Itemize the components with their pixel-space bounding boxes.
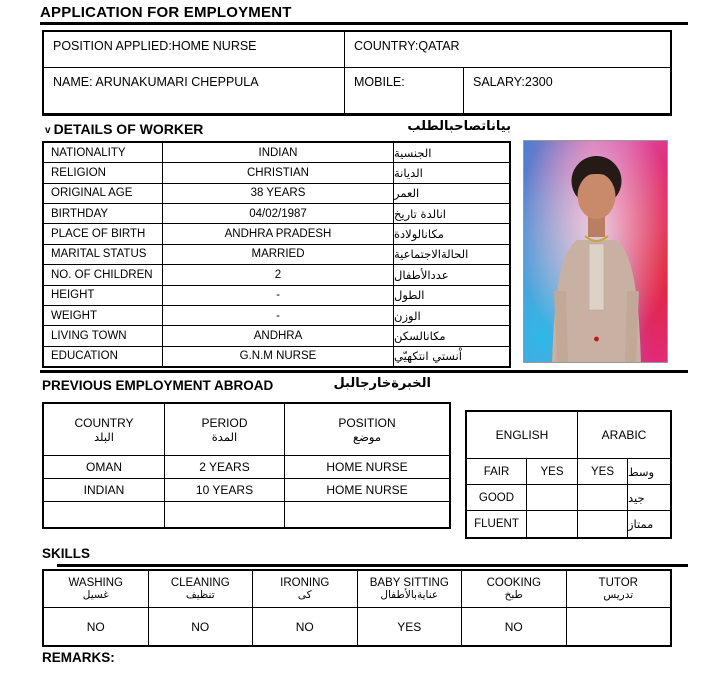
field-label-arabic: اْنستي انتكهيّي <box>394 349 462 364</box>
field-label-arabic: انالدة تاريخ <box>394 206 447 221</box>
previous-employment-title: PREVIOUS EMPLOYMENT ABROAD <box>42 378 274 393</box>
skill-value <box>567 608 671 645</box>
field-value: ANDHRA <box>163 326 394 345</box>
arabic-value <box>578 511 628 537</box>
details-of-worker-table <box>42 141 511 368</box>
table-row <box>44 347 509 366</box>
table-row <box>44 502 449 527</box>
table-row <box>44 184 509 204</box>
english-value <box>527 485 578 510</box>
field-label-arabic: عددالأطفال <box>394 267 449 282</box>
applicant-summary-table <box>42 30 672 116</box>
skills-section-title: SKILLS <box>42 546 91 561</box>
position-cell <box>285 502 449 527</box>
country-cell: INDIAN <box>44 479 165 501</box>
skill-value: NO <box>149 608 254 645</box>
field-label-arabic: مكانالولادة <box>394 227 444 242</box>
name-cell: NAME: ARUNAKUMARI CHEPPULA <box>44 68 345 113</box>
details-section-title <box>45 121 203 139</box>
table-row <box>467 485 670 511</box>
previous-employment-title-arabic: الخبرةخارجالبل <box>333 376 431 391</box>
level-label: FLUENT <box>467 511 527 537</box>
field-value: MARRIED <box>163 245 394 264</box>
skill-header: IRONING كى <box>253 571 358 607</box>
table-row <box>44 306 509 326</box>
level-label: GOOD <box>467 485 527 510</box>
period-cell: 2 YEARS <box>165 456 285 478</box>
applicant-photo <box>523 140 668 363</box>
country-cell: COUNTRY:QATAR <box>354 39 460 53</box>
field-label-arabic: مكانالسكن <box>394 328 446 343</box>
table-row <box>44 68 670 113</box>
applicant-photo-image <box>524 141 668 363</box>
field-label: PLACE OF BIRTH <box>44 224 163 243</box>
skills-underline <box>57 564 688 567</box>
level-label-arabic: ممتاز <box>628 517 654 531</box>
country-cell: OMAN <box>44 456 165 478</box>
field-label: BIRTHDAY <box>44 204 163 223</box>
table-row <box>44 326 509 346</box>
skills-table <box>42 569 672 647</box>
table-row <box>44 608 670 645</box>
position-applied-cell: POSITION APPLIED:HOME NURSE <box>44 32 345 67</box>
period-header: PERIOD المدة <box>165 404 285 455</box>
field-value: ANDHRA PRADESH <box>163 224 394 243</box>
skill-value: NO <box>253 608 358 645</box>
table-row <box>44 163 509 183</box>
skill-header: COOKING طبخ <box>462 571 567 607</box>
field-label: EDUCATION <box>44 347 163 366</box>
details-title-text: DETAILS OF WORKER <box>53 121 204 137</box>
field-label-arabic: الجنسية <box>394 145 432 160</box>
section-divider <box>40 370 688 373</box>
field-label-arabic: الطول <box>394 288 425 303</box>
table-row <box>467 459 670 485</box>
details-title-arabic: بياناتصاحبالطلب <box>407 119 511 134</box>
remarks-label: REMARKS: <box>42 650 115 665</box>
skill-value: NO <box>44 608 149 645</box>
table-row <box>467 511 670 537</box>
country-cell <box>44 502 165 527</box>
skill-value: YES <box>358 608 463 645</box>
level-label: FAIR <box>467 459 527 484</box>
field-label: ORIGINAL AGE <box>44 184 163 203</box>
position-header: POSITION موضع <box>338 415 396 444</box>
salary-cell: SALARY:2300 <box>473 75 553 89</box>
field-label: NO. OF CHILDREN <box>44 265 163 284</box>
field-value: 04/02/1987 <box>163 204 394 223</box>
position-cell: HOME NURSE <box>326 483 408 497</box>
mobile-cell: MOBILE: <box>345 68 464 113</box>
skill-value: NO <box>462 608 567 645</box>
table-row <box>44 286 509 306</box>
table-row <box>44 143 509 163</box>
english-value <box>527 511 578 537</box>
field-label: NATIONALITY <box>44 143 163 162</box>
field-label: HEIGHT <box>44 286 163 305</box>
skill-header: TUTOR تدريس <box>598 577 638 601</box>
table-row <box>44 204 509 224</box>
field-label: WEIGHT <box>44 306 163 325</box>
skill-header: WASHING غسيل <box>44 571 149 607</box>
english-value: YES <box>527 459 578 484</box>
level-label-arabic: وسط <box>628 464 655 479</box>
table-row <box>44 245 509 265</box>
table-header-row <box>44 404 449 456</box>
page-title: APPLICATION FOR EMPLOYMENT <box>40 4 292 21</box>
field-label: LIVING TOWN <box>44 326 163 345</box>
level-label-arabic: جيد <box>628 490 645 505</box>
field-label: RELIGION <box>44 163 163 182</box>
field-label-arabic: الوزن <box>394 308 421 323</box>
table-row <box>44 224 509 244</box>
position-cell: HOME NURSE <box>326 460 408 474</box>
field-value: 38 YEARS <box>163 184 394 203</box>
skill-header: BABY SITTING عنايةبالأطفال <box>358 571 463 607</box>
previous-employment-table <box>42 402 451 529</box>
arabic-value: YES <box>578 459 628 484</box>
country-header: COUNTRY البلد <box>44 404 165 455</box>
field-value: G.N.M NURSE <box>163 347 394 366</box>
table-row <box>44 479 449 502</box>
english-header: ENGLISH <box>467 412 578 458</box>
table-row <box>44 265 509 285</box>
period-cell: 10 YEARS <box>165 479 285 501</box>
arabic-header: ARABIC <box>601 428 647 442</box>
field-value: CHRISTIAN <box>163 163 394 182</box>
table-row <box>44 32 670 68</box>
field-value: INDIAN <box>163 143 394 162</box>
languages-table <box>465 410 672 539</box>
arabic-value <box>578 485 628 510</box>
field-label-arabic: الحالةالاجتماعية <box>394 247 469 262</box>
field-value: 2 <box>163 265 394 284</box>
field-value: - <box>163 286 394 305</box>
table-header-row <box>467 412 670 459</box>
field-label-arabic: العمر <box>394 186 420 201</box>
skill-header: CLEANING تنظيف <box>149 571 254 607</box>
table-header-row <box>44 571 670 608</box>
period-cell <box>165 502 285 527</box>
title-underline <box>40 22 688 25</box>
field-value: - <box>163 306 394 325</box>
field-label-arabic: الديانة <box>394 166 423 181</box>
field-label: MARITAL STATUS <box>44 245 163 264</box>
section-marker: v <box>45 125 51 136</box>
table-row <box>44 456 449 479</box>
